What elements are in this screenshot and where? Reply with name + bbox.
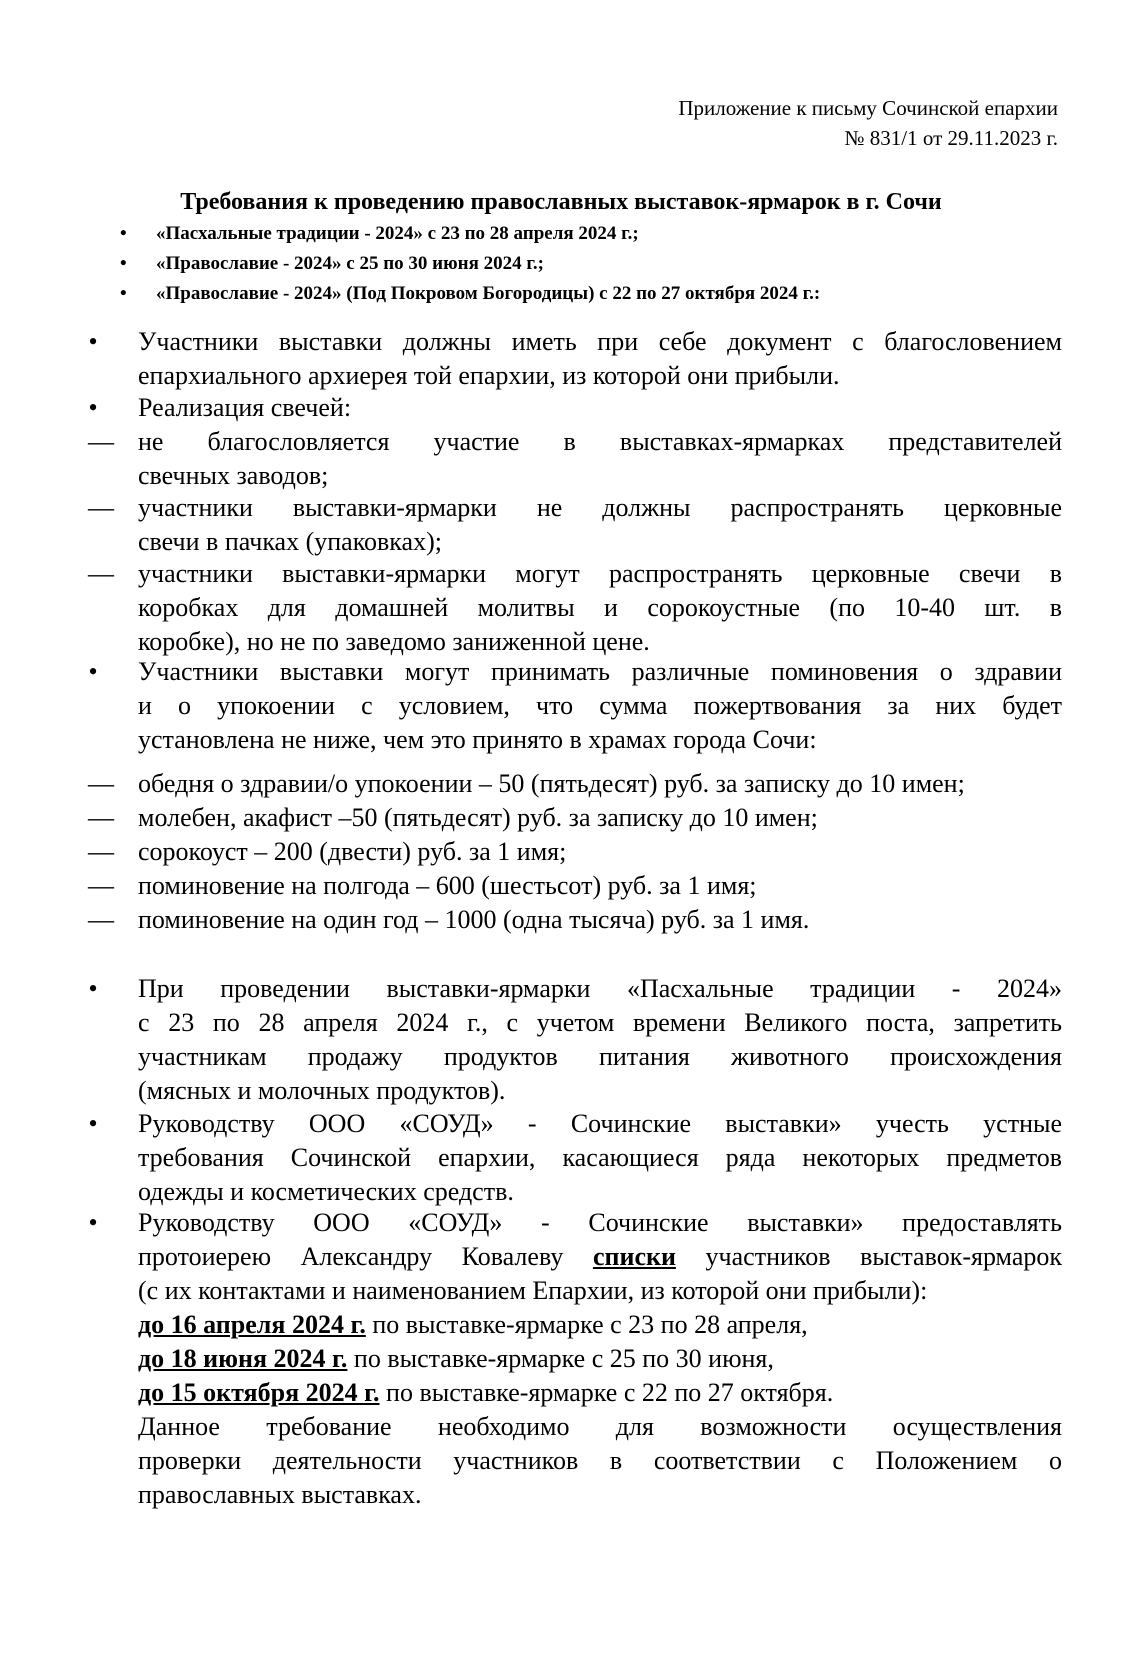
requirement-candles: • Реализация свечей: — [138, 391, 1062, 425]
price-item: — обедня о здравии/о упокоении – 50 (пятьдесят) руб. за записку до 10 имен; — [138, 767, 1062, 801]
price-item: — поминовение на один год – 1000 (одна тысяча) руб. за 1 имя. — [138, 903, 1062, 937]
header-line-2: № 831/1 от 29.11.2023 г. — [844, 126, 1058, 150]
requirement-commemoration: • Участники выставки могут принимать различные поминовения о здравии и о упокоении с условием, что сумма пожертвования за них будет установлена не ниже, чем это принято в храмах города Сочи: — [138, 655, 1062, 757]
candles-rule-1: — не благословляется участие в выставках-ярмарках представителей свечных заводов; — [88, 427, 1062, 490]
lists-emphasis: списки — [592, 1242, 676, 1271]
document-title: Требования к проведению православных выставок-ярмарок в г. Сочи — [180, 189, 942, 215]
bullet-icon: • — [88, 974, 98, 1003]
bullet-icon: • — [88, 393, 98, 422]
dash-icon: — — [88, 803, 114, 832]
bullet-icon: • — [120, 223, 127, 244]
price-item: — молебен, акафист –50 (пятьдесят) руб. за записку до 10 имен; — [138, 801, 1062, 835]
event-item: • «Пасхальные традиции - 2024» с 23 по 28 апреля 2024 г.; — [120, 219, 820, 249]
event-item: • «Православие - 2024» с 25 по 30 июня 2024 г.; — [120, 249, 820, 279]
candles-rule-3: — участники выставки-ярмарки могут распространять церковные свечи в коробках для домашней молитвы и сорокоустные (по 10-40 шт. в коробке), но не по заведомо заниженной цене. — [88, 559, 1062, 656]
dash-icon: — — [88, 769, 114, 798]
deadline-october: до 15 октября 2024 г. по выставке-ярмарке с 22 по 27 октября. — [138, 1378, 834, 1407]
header-line-1: Приложение к письму Сочинской епархии — [678, 96, 1058, 120]
bullet-icon: • — [120, 283, 127, 304]
candles-rule-2: — участники выставки-ярмарки не должны распространять церковные свечи в пачках (упаковках); — [88, 493, 1062, 556]
deadline-april: до 16 апреля 2024 г. по выставке-ярмарке с 23 по 28 апреля, — [138, 1310, 808, 1339]
price-item: — поминовение на полгода – 600 (шестьсот) руб. за 1 имя; — [138, 869, 1062, 903]
dash-icon: — — [88, 871, 114, 900]
requirement-easter-fast: • При проведении выставки-ярмарки «Пасхальные традиции - 2024» с 23 по 28 апреля 2024 г., с учетом времени Великого поста, запретить участникам продажу продуктов питания животного происхождения (мясных и молочных продуктов). — [138, 972, 1062, 1108]
dash-icon: — — [88, 837, 114, 866]
letter-header — [678, 93, 1058, 153]
requirement-documents: • Участники выставки должны иметь при себе документ с благословением епархиального архиерея той епархии, из которой они прибыли. — [138, 325, 1062, 393]
bullet-icon: • — [88, 1109, 98, 1138]
bullet-icon: • — [88, 327, 98, 356]
dash-icon: — — [88, 905, 114, 934]
dash-icon: — — [88, 493, 114, 522]
requirement-soud-lists: • Руководству ООО «СОУД» - Сочинские выставки» предоставлять протоиерею Александру Ковалеву списки участников выставок-ярмарок (с их контактами и наименованием Епархии, из которой они прибыли): до 16 апреля 2024 г. по выставке-ярмарке с 23 по 28 апреля, до 18 июня 2024 г. по выставке-ярмарке с 25 по 30 июня, до 15 октября 2024 г. по выставке-ярмарке с 22 по 27 октября. Данное требование необходимо для возможности осуществления проверки деятельности участников в соответствии с Положением о православных выставках. — [138, 1206, 1062, 1512]
events-list — [120, 219, 820, 309]
requirement-soud-oral: • Руководству ООО «СОУД» - Сочинские выставки» учесть устные требования Сочинской епархии, касающиеся ряда некоторых предметов одежды и косметических средств. — [138, 1107, 1062, 1209]
bullet-icon: • — [88, 657, 98, 686]
event-item: • «Православие - 2024» (Под Покровом Богородицы) с 22 по 27 октября 2024 г.: — [120, 279, 820, 309]
bullet-icon: • — [120, 253, 127, 274]
price-item: — сорокоуст – 200 (двести) руб. за 1 имя; — [138, 835, 1062, 869]
bullet-icon: • — [88, 1208, 98, 1237]
deadline-june: до 18 июня 2024 г. по выставке-ярмарке с 25 по 30 июня, — [138, 1344, 774, 1373]
dash-icon: — — [88, 559, 114, 588]
dash-icon: — — [88, 427, 114, 456]
